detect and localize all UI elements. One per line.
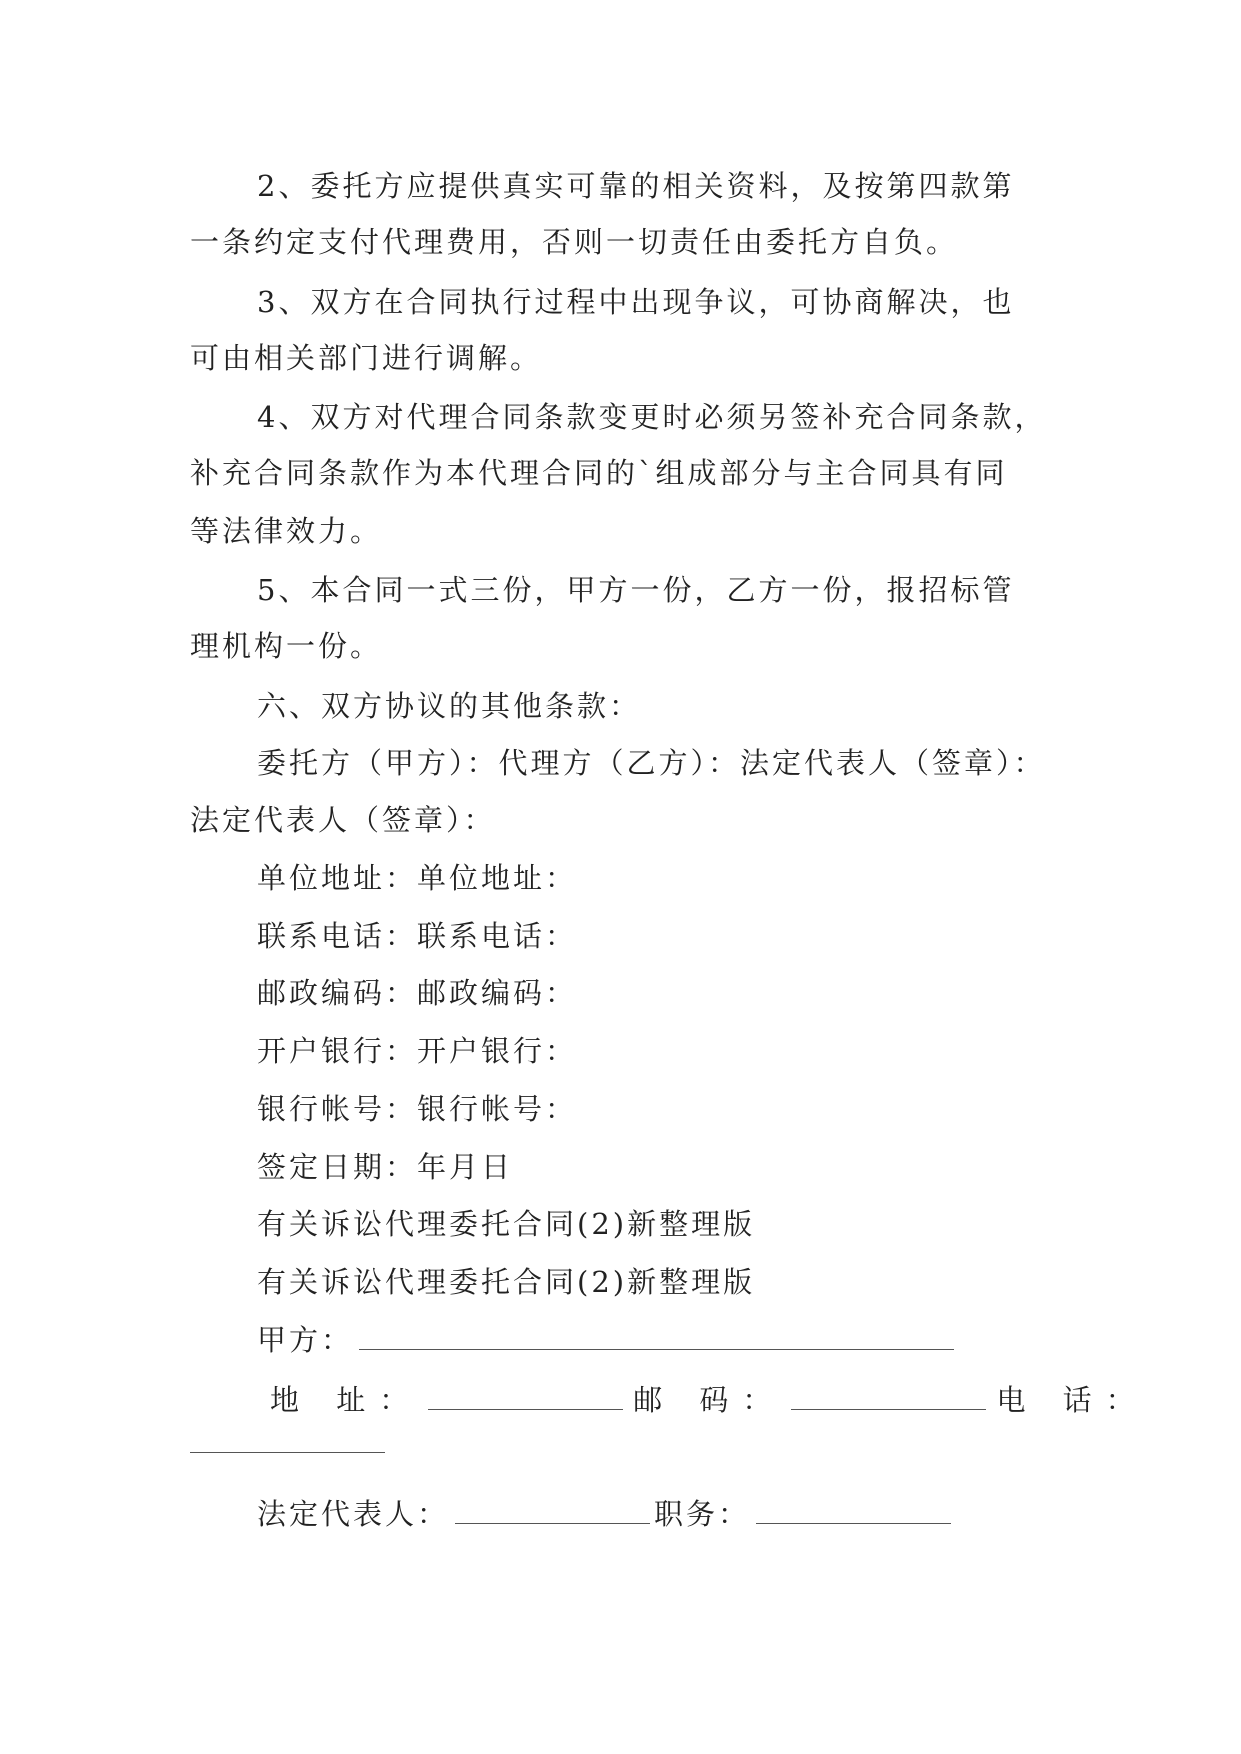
party-a-label: 甲方： [257, 1323, 354, 1357]
party-a-row [257, 1320, 954, 1360]
clause-5-line-2: 理机构一份。 [190, 629, 383, 663]
postcode-label: 邮 码： [633, 1383, 786, 1417]
clause-3-line-2: 可由相关部门进行调解。 [190, 341, 543, 375]
clause-3-line-1: 3、双方在合同执行过程中出现争议，可协商解决，也 [257, 285, 1015, 319]
address-row [270, 1380, 1149, 1420]
phone-blank [190, 1452, 385, 1453]
field-date: 签定日期：年月日 [257, 1150, 514, 1184]
signers-line-1: 委托方（甲方）：代理方（乙方）：法定代表人（签章）： [257, 746, 1046, 780]
position-blank [756, 1501, 951, 1524]
address-blank [428, 1387, 623, 1410]
legal-rep-blank [455, 1501, 650, 1524]
postcode-blank [791, 1387, 986, 1410]
legal-rep-row [257, 1494, 951, 1534]
title-1: 有关诉讼代理委托合同(2)新整理版 [257, 1207, 756, 1241]
field-bank: 开户银行：开户银行： [257, 1034, 578, 1068]
field-phone: 联系电话：联系电话： [257, 919, 578, 953]
clause-2-line-1: 2、委托方应提供真实可靠的相关资料，及按第四款第 [257, 169, 1015, 203]
signers-line-2: 法定代表人（签章）： [190, 803, 496, 837]
position-label: 职务： [654, 1497, 751, 1531]
section-6-heading: 六、双方协议的其他条款： [257, 689, 642, 723]
clause-5-line-1: 5、本合同一式三份，甲方一份，乙方一份，报招标管 [257, 573, 1015, 607]
clause-4-line-2: 补充合同条款作为本代理合同的`组成部分与主合同具有同 [190, 456, 1008, 490]
address-label: 地 址： [270, 1383, 423, 1417]
legal-rep-label: 法定代表人： [257, 1497, 450, 1531]
clause-4-line-3: 等法律效力。 [190, 514, 383, 548]
clause-2-line-2: 一条约定支付代理费用，否则一切责任由委托方自负。 [190, 225, 959, 259]
clause-4-line-1: 4、双方对代理合同条款变更时必须另签补充合同条款， [257, 400, 1047, 434]
title-2: 有关诉讼代理委托合同(2)新整理版 [257, 1265, 756, 1299]
field-postcode: 邮政编码：邮政编码： [257, 976, 578, 1010]
field-address: 单位地址：单位地址： [257, 861, 578, 895]
party-a-blank [359, 1327, 954, 1350]
field-account: 银行帐号：银行帐号： [257, 1092, 578, 1126]
phone-label: 电 话： [996, 1383, 1149, 1417]
